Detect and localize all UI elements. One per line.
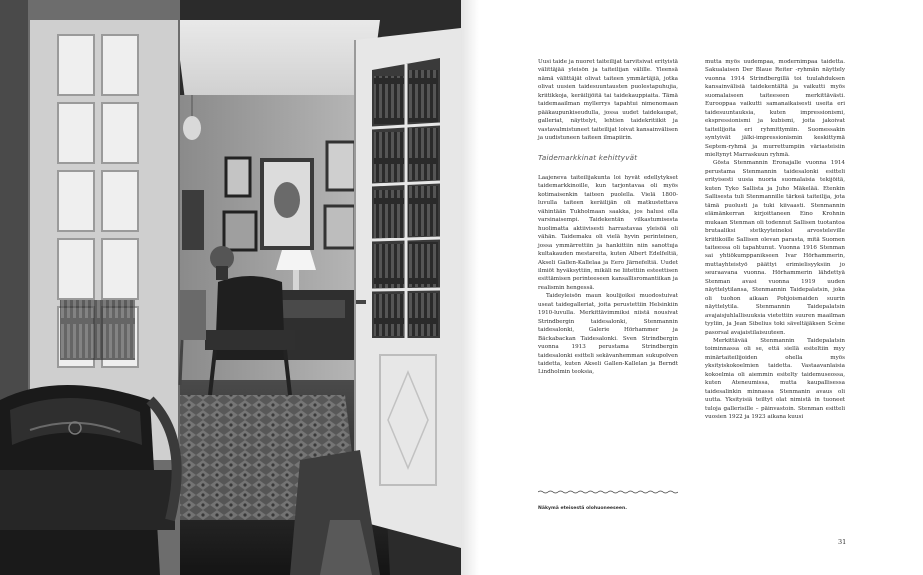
interior-photo [0, 0, 461, 575]
paragraph: Merkittävää Stenmannin Taidepalatsin toiminnassa oli se, että siellä esiteltiin myy minärtaiteilijoiden ohella myös yksityiskokoelmien taidetta. Vastaavanlaisia kokoelmia oli aiemmin esitelty taidemuseossa, kuten Ateneumissa, mutta kaupallisessa taidesalinkin minnassa Stenmanin avaus oli uutta. Yksityisiä teiltyt olat nimistä in tuoneet tuloja gallerisille – päinvastoin. Stenman esitteli vuosien 1922 ja 1923 aikana kuusi [705, 337, 845, 421]
caption-ornament-rule [538, 490, 678, 494]
paragraph: Taideyleisön maun koulijoiksi muodostuivat useat taidegalleriat, joita perustettiin Helsinkiin 1910-luvulla. Merkittävimmiksi niistä nousivat Strindbergin taidesalonki, Stenmannin taidesalonki, Galerie Hörhammer ja Bäckabackan Taidesalonki. Sven Strindbergin vuonna 1913 perustama Strindbergin taidesalonki esitteli sekävanhemman sukupolven taidetta, kuten Akseli Gallen-Kallelan ja Berndt Lindholmin teoksia, [538, 293, 678, 376]
paragraph: Uusi taide ja nuoret taiteilijat tarvitsivat erityistä välittäjää yleisön ja taiteilijan välille. Yleensä nämä välittäjät olivat taiteen ymmärtäjiä, jotka olivat uusien taidesuuntausten puolestapuhujia, kriitikkoja, keräilijöitä tai taidekauppiaita. Tämä taidemaailman myllerrys tapahtui nimenomaan pääkaupunkiseudulla, jossa uudet taidekaupat, galleriat, näyttelyt, lehtien taidekritiikit ja vastavalmistuneet taiteilijat loivat kansainvälisen ja uudistuneen taiteen ilmapiirin. [538, 59, 678, 142]
paragraph: Laajeneva taiteilijakunta loi hyvät edellytykset taidemarkkinoille, kun tarjontavaa oli myös kotimaisenkin taiteen puolella. Vielä 1800-luvulla taiteen keräilijän oli matkustettava vähintään Tukholmaan saakka, jos halusi olla varsinaisempi. Taidekentän vilkastumisesta huolimatta aktiivisesti harrastavaa yleisöä oli vähän. Taidemaku oli vielä hyvin perinteinen, jossa ymmärrettiin ja hankittiin niin sanottuja kultakauden mestareita, kuten Albert Edelfeltiä, Akseli Gallen-Kallelaa ja Eero Järnefeltiä. Uudet ilmiöt hyväksyttiin, mikäli ne liitettiin esteettisen esittämisen perinteeseen kansallisromantiikan ja realismin hengessä. [538, 174, 678, 291]
page-number: 31 [838, 538, 847, 546]
photo-caption: Näkymä eteisestä olohuoneeseen. [538, 506, 628, 511]
paragraph: mutta myös uudempaa, modernimpaa taidetta. Sakualaisen Der Blaue Reiter -ryhmän näyttely vuonna 1914 Strindbergillä toi tuulahduksen kansainvälisiä taidekentältä ja vaikutti myös suomalaiseen taiteeseen merkittävästi. Eurooppaa vaikutti samanaikaisesti useita eri taidesuuntauksia, kuten impressionismi, ekspressionismi ja kubismi, joita jakoivat taiteilijoita eri ryhmittymiin. Suomessakin syntyivät jälki-impressionismin keskittymä Septem-ryhmä ja murrettumpiin väriasteisiin mieltynyt Marraskuun ryhmä. [705, 59, 845, 158]
interior-photo-drawing [0, 0, 461, 575]
text-column-right [705, 58, 845, 421]
paragraph: Gösta Stenmannin Eronajalle vuonna 1914 perustama Stenmannin taidesalonki esitteli erityisesti uusia nuoria suomalaisia tekijöitä, kuten Tyko Sallista ja Juho Mäkelää. Etenkin Sallisesta tuli Stenmannille tärkeä taiteilija, jota tämä puolusti ja tuki kiivaasti. Stenmannin elämänkerran kirjoittaneen Eino Krohnin mukaan Stenman oli todennut Sallisen tuotantoa brutaaliksi stetkyyteineksi arvosteleville kriitikoille Sallisen olevan parasta, mitä Suomen taiteessa oli tapahtunut. Vuonna 1916 Stenman sai yhtiökumppanikseen Ivar Hörhammerin, muttayhteistyö päättyi erimielisyyksiin jo seuraavana vuonna. Hörhammerin lähdettyä Stenman avasi vuonna 1919 uuden näyttelytilansa, Stenmannin Taidepalatsin, joka oli tuohon aikaan Pohjoismaiden suurin näyttelytila. Stenmannin Taidepalatsin avajaisjuhlallisuuksia vietettiin suuren maailman tyyliin, ja Jean Sibelius toki säveltäjäksen Scène pasorsal avajaistilaisuuteen. [705, 160, 845, 336]
text-column-left [538, 58, 678, 377]
section-heading: Taidemarkkinat kehittyvät [538, 152, 638, 162]
gutter-shadow [461, 0, 479, 575]
